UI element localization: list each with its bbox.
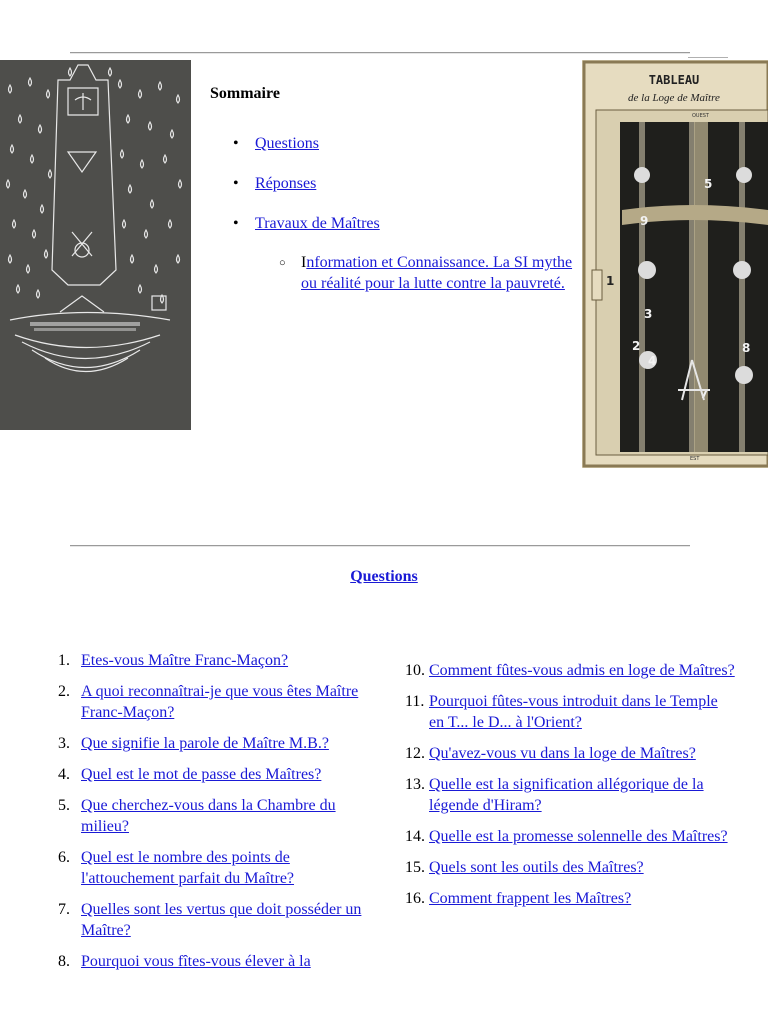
list-item — [405, 691, 735, 733]
question-link[interactable]: Comment frappent les Maîtres? — [429, 890, 632, 907]
list-item — [405, 774, 735, 816]
question-link[interactable]: Quel est le mot de passe des Maîtres? — [81, 766, 322, 783]
question-link[interactable]: Etes-vous Maître Franc-Maçon? — [81, 652, 289, 669]
tableau-ouest-label: OUEST — [692, 113, 709, 119]
tableau-number: 4 — [648, 354, 657, 368]
question-link[interactable]: Qu'avez-vous vu dans la loge de Maîtres? — [429, 745, 696, 762]
question-number: 16. — [405, 890, 425, 907]
toc-item — [233, 174, 578, 194]
question-number: 6. — [58, 849, 70, 866]
toc-subitem-initial: I — [301, 254, 307, 271]
list-item — [58, 764, 368, 785]
question-link[interactable]: Comment fûtes-vous admis en loge de Maîtres? — [429, 662, 735, 679]
middle-divider — [70, 545, 690, 547]
tableau-loge-maitre-image — [582, 60, 768, 468]
question-number: 5. — [58, 797, 70, 814]
sommaire-title: Sommaire — [210, 85, 280, 102]
list-item — [58, 733, 368, 754]
list-item — [58, 795, 368, 837]
question-link[interactable]: Quelles sont les vertus que doit posséder un Maître? — [81, 901, 362, 939]
top-divider — [70, 52, 690, 54]
toc-link-questions[interactable]: Questions — [255, 135, 319, 152]
question-link[interactable]: Pourquoi vous fîtes-vous élever à la — [81, 953, 311, 970]
sommaire-list — [233, 134, 578, 294]
tableau-subtitle: de la Loge de Maître — [628, 92, 720, 104]
tableau-number: 3 — [644, 307, 653, 321]
top-divider-mark — [688, 57, 728, 58]
list-item — [58, 650, 368, 671]
question-link[interactable]: Quelle est la promesse solennelle des Maîtres? — [429, 828, 728, 845]
question-link[interactable]: Quels sont les outils des Maîtres? — [429, 859, 644, 876]
tableau-number: 7 — [700, 387, 709, 401]
question-number: 4. — [58, 766, 70, 783]
tableau-number: 2 — [632, 339, 641, 353]
toc-subitem — [279, 252, 578, 294]
tableau-title: TABLEAU — [648, 73, 700, 87]
question-link[interactable]: Que signifie la parole de Maître M.B.? — [81, 735, 329, 752]
question-link[interactable]: Quelle est la signification allégorique de la légende d'Hiram? — [429, 776, 704, 814]
list-item — [58, 681, 368, 723]
list-item — [405, 743, 735, 764]
list-item — [58, 951, 368, 972]
question-number: 7. — [58, 901, 70, 918]
tableau-number: 8 — [742, 341, 751, 355]
toc-item — [233, 214, 578, 234]
tableau-number: 9 — [640, 214, 649, 228]
list-item — [58, 847, 368, 889]
list-item — [405, 857, 735, 878]
question-number: 8. — [58, 953, 70, 970]
questions-heading-link[interactable]: Questions — [350, 568, 418, 585]
question-number: 11. — [405, 693, 425, 710]
list-item — [405, 826, 735, 847]
tableau-number: 1 — [606, 274, 615, 288]
questions-list-left — [58, 650, 368, 982]
question-number: 3. — [58, 735, 70, 752]
question-link[interactable]: Pourquoi fûtes-vous introduit dans le Temple en T... le D... à l'Orient? — [429, 693, 718, 731]
question-link[interactable]: Que cherchez-vous dans la Chambre du milieu? — [81, 797, 336, 835]
questions-heading — [0, 568, 768, 586]
question-number: 14. — [405, 828, 425, 845]
question-number: 10. — [405, 662, 425, 679]
tableau-est-label: EST — [690, 456, 700, 462]
toc-link-travaux[interactable]: Travaux de Maîtres — [255, 215, 380, 232]
questions-list-right — [405, 660, 735, 919]
toc-link-information[interactable]: nformation et Connaissance. La SI mythe ou réalité pour la lutte contre la pauvreté. — [301, 254, 573, 292]
toc-link-reponses[interactable]: Réponses — [255, 175, 317, 192]
question-number: 12. — [405, 745, 425, 762]
question-link[interactable]: Quel est le nombre des points de l'attouchement parfait du Maître? — [81, 849, 295, 887]
question-number: 1. — [58, 652, 70, 669]
master-tracing-board-image — [0, 60, 191, 430]
question-number: 2. — [58, 683, 70, 700]
tableau-number: 5 — [704, 177, 713, 191]
list-item — [58, 899, 368, 941]
question-link[interactable]: A quoi reconnaîtrai-je que vous êtes Maître Franc-Maçon? — [81, 683, 359, 721]
list-item — [405, 888, 735, 909]
question-number: 13. — [405, 776, 425, 793]
toc-item — [233, 134, 578, 154]
list-item — [405, 660, 735, 681]
question-number: 15. — [405, 859, 425, 876]
